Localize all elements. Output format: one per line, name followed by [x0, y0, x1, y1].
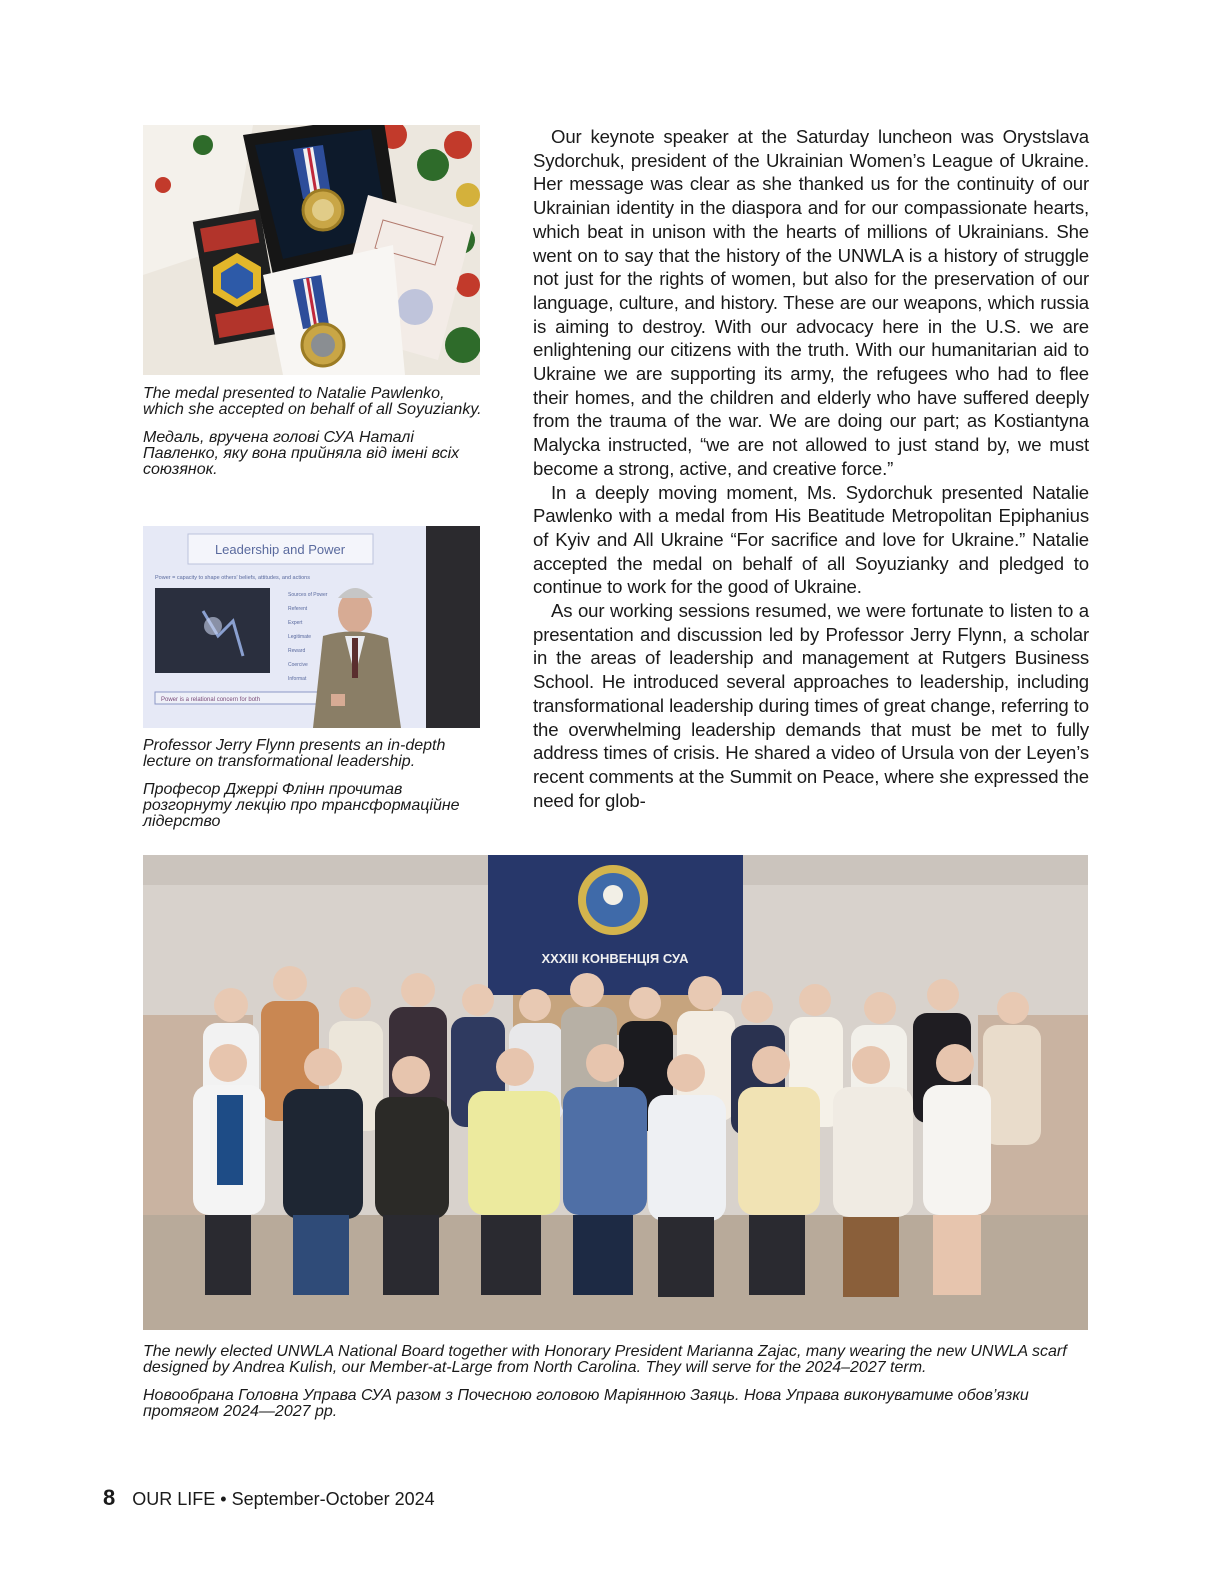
page-number: 8 — [103, 1485, 116, 1510]
group-caption — [143, 1344, 1088, 1432]
slide-list-4: Reward — [288, 648, 306, 654]
medal-photo — [143, 125, 480, 375]
group-caption-en: The newly elected UNWLA National Board together with Honorary President Marianna Zajac, many wearing the new UNWLA scarf designed by Andrea Kulish, our Member-at-Large from North Carolina. They will serve for the 2024–2027 term. — [143, 1343, 1067, 1376]
article-body — [533, 125, 1089, 812]
medal-photo-illustration — [143, 125, 480, 375]
slide-list-2: Expert — [288, 620, 303, 626]
lecture-photo — [143, 526, 480, 728]
slide-list-5: Coercive — [288, 662, 308, 668]
lecture-photo-illustration — [143, 526, 480, 728]
medal-caption-en: The medal presented to Natalie Pawlenko, which she accepted on behalf of all Soyuzianky. — [143, 385, 482, 418]
article-paragraph-2: In a deeply moving moment, Ms. Sydorchuk presented Natalie Pawlenko with a medal from His Beatitude Metropolitan Epiphanius of Kyiv and All Ukraine “For sacrifice and love for Ukraine.” Natalie accepted the medal on behalf of all Soyuzianky and pledged to continue to work for the good of Ukraine. — [533, 481, 1089, 598]
slide-list-6: Informat — [288, 676, 307, 682]
convention-banner — [488, 855, 743, 995]
group-caption-uk: Новообрана Головна Управа СУА разом з Почесною головою Маріянною Заяць. Нова Управа виконуватиме обов’язки протягом 2024—2027 рр. — [143, 1387, 1029, 1420]
banner-text: XXXIII КОНВЕНЦІЯ СУА — [541, 951, 689, 966]
slide-list-3: Legitimate — [288, 634, 312, 640]
lecture-caption-en: Professor Jerry Flynn presents an in-depth lecture on transformational leadership. — [143, 737, 446, 770]
group-photo-illustration — [143, 855, 1088, 1330]
group-photo — [143, 855, 1088, 1330]
page-footer — [103, 1485, 435, 1511]
medal-caption — [143, 386, 483, 490]
slide-footer: Power is a relational concern for both — [161, 697, 261, 703]
article-paragraph-1: Our keynote speaker at the Saturday luncheon was Orystslava Sydorchuk, president of the Ukrainian Women’s League of Ukraine. Her message was clear as she thanked us for the continuity of our Ukrainian identity in the diaspora and for our compassionate hearts, which beat in unison with the hearts of millions of Ukrainians. She went on to say that the history of the UNWLA is a history of struggle not just for the rights of women, but also for the preservation of our language, culture, and history. These are our weapons, which russia is aiming to destroy. With our advocacy here in the U.S. we are enlightening our citizens with the truth. With our humanitarian aid to Ukraine we are supporting its army, the refugees who had to flee their homes, and the children and elderly who have suffered deeply from the trauma of the war. We are doing our part; as Kostiantyna Malycka instructed, “we are not allowed to just stand by, we must become a strong, active, and creative force.” — [533, 126, 1089, 479]
slide-list-1: Referent — [288, 606, 308, 612]
medal-caption-uk: Медаль, вручена голові СУА Наталі Павленко, яку вона прийняла від імені всіх союзянок. — [143, 429, 460, 478]
slide-subtitle: Power = capacity to shape others' beliefs, attitudes, and actions — [155, 575, 310, 581]
lecture-caption — [143, 738, 488, 842]
article-paragraph-3: As our working sessions resumed, we were fortunate to listen to a presentation and discussion led by Professor Jerry Flynn, a scholar in the areas of leadership and management at Rutgers Business School. He introduced several approaches to leadership, including transformational leadership during times of great change, referring to the overwhelming leadership demands that must be met to fully address times of crisis. He shared a video of Ursula von der Leyen’s recent comments at the Summit on Peace, where she expressed the need for glob- — [533, 600, 1089, 811]
lecture-caption-uk: Професор Джеррі Флінн прочитав розгорнуту лекцію про трансформаційне лідерство — [143, 781, 460, 830]
slide-title: Leadership and Power — [214, 542, 346, 557]
slide-list-0: Sources of Power — [288, 592, 328, 598]
publication-line: OUR LIFE • September-October 2024 — [132, 1489, 435, 1509]
